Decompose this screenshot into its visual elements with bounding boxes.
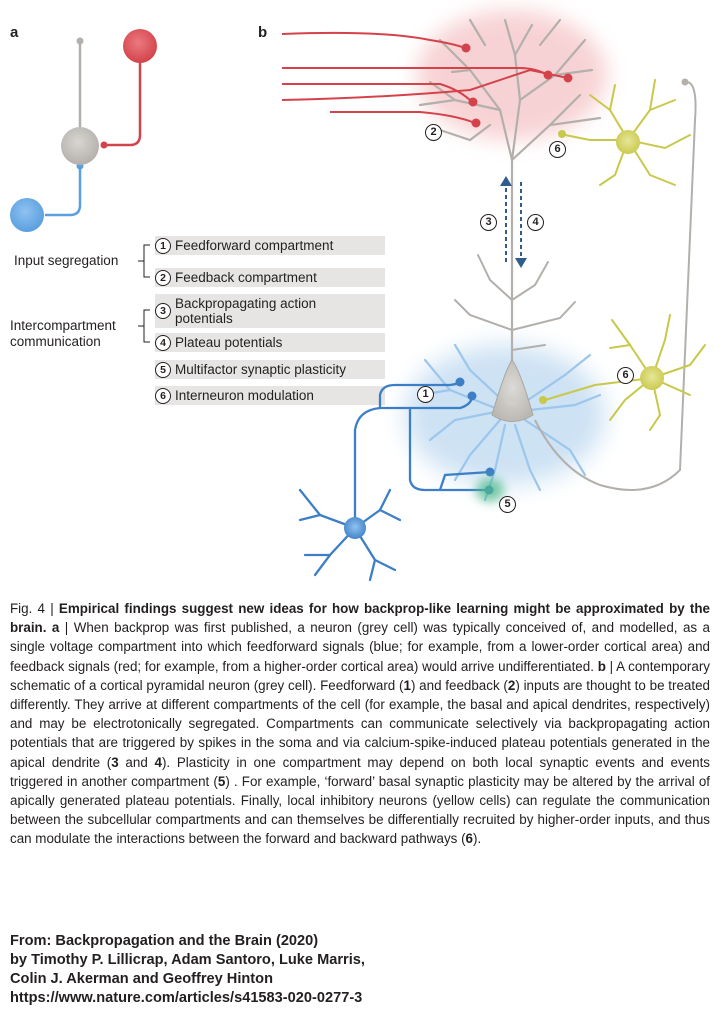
axon-tip [682,79,689,86]
panel-label-a: a [10,24,19,41]
caption-panel-b-label: b [597,658,606,674]
legend-number: 3 [155,303,171,319]
caption-ref-5: 5 [217,773,226,789]
caption-ref-6: 6 [465,831,473,847]
caption-panel-a-text: | When backprop was first published, a neuron (grey cell) was typically conceived of, and modelled, as a single voltage compartment into which feedforward signals (blue; for example, from a lower-order cortical area) and feedback signals (red; for example, from a higher-order cortical area) would arrive undifferentiated. [10,620,710,674]
marker-5: 5 [499,496,516,513]
source-citation [10,932,710,1008]
marker-4: 4 [527,214,544,231]
feedforward-neuron-soma [344,517,366,539]
legend-number: 1 [155,238,171,254]
caption-fig-label: Fig. 4 | [10,601,59,616]
caption-text: and [118,754,155,770]
legend-item-label-line1: Backpropagating action [175,296,317,311]
caption-ref-3: 3 [111,754,119,770]
caption-ref-4: 4 [154,754,162,770]
communication-arrows [506,182,521,262]
legend-item-label: Plateau potentials [175,335,283,350]
caption-panel-a-label: a [51,620,60,636]
legend-item-label-line2: potentials [175,311,233,326]
legend-group-intercompartment: Intercompartment [10,318,116,333]
caption-text: ). Plasticity in one compartment may depend on both local synaptic events and events triggered in another compartment ( [10,754,710,789]
legend-number: 4 [155,335,171,351]
caption-ref-1: 1 [403,677,411,693]
soma-nucleus [506,398,518,406]
marker-3: 3 [480,214,497,231]
legend-item-label: Feedforward compartment [175,238,334,253]
marker-6-bottom: 6 [617,367,634,384]
interneuron-bottom-soma [640,366,664,390]
caption-text: ) inputs are thought to be treated differently. They arrive at different compartments of the cell (for example, the basal and apical dendrites, respectively) and may be electrotonically segregated. Compartments can communicate selectively via backpropagating action potentials that are triggered by spikes in the soma and via calcium-spike-induced plateau potentials generated in the apical dendrite ( [10,677,710,770]
caption-text: | A contemporary schematic of a cortical pyramidal neuron (grey cell). Feedforward ( [10,658,710,693]
interneuron-bottom-synapse [539,396,547,404]
caption-ref-2: 2 [507,677,516,693]
source-line-authors-1: by Timothy P. Lillicrap, Adam Santoro, Luke Marris, [10,952,365,968]
caption-text: ) and feedback ( [410,677,508,693]
legend-item-label: Feedback compartment [175,270,317,285]
legend-number: 6 [155,388,171,404]
legend-item-label: Interneuron modulation [175,388,314,403]
caption-text: ) . For example, ‘forward’ basal synaptic plasticity may be altered by the arrival of apically generated plateau potentials. Finally, local inhibitory neurons (yellow cells) can regulate the communication between the subcellular compartments and can themselves be differentially recruited by higher-order inputs, and thus can modulate the interactions between the forward and backward pathways ( [10,773,710,847]
figure-caption [10,599,710,849]
marker-6-top: 6 [549,141,566,158]
legend-group-input-segregation: Input segregation [14,253,119,268]
marker-1: 1 [417,386,434,403]
legend-item-label: Multifactor synaptic plasticity [175,362,347,377]
caption-title: Empirical findings suggest new ideas for how backprop-like learning might be approximated by the brain. [10,601,710,636]
source-line-title: From: Backpropagation and the Brain (2020) [10,933,319,949]
interneuron-top-synapse [558,130,566,138]
caption-text: ). [473,831,482,847]
marker-2: 2 [425,124,442,141]
panel-label-b: b [258,24,268,41]
backprop-arrowhead [500,176,512,186]
interneuron-top-soma [616,130,640,154]
legend-number: 2 [155,270,171,286]
legend-group-communication: communication [10,334,101,349]
source-line-authors-2: Colin J. Akerman and Geoffrey Hinton [10,971,273,987]
oblique-dendrites [455,255,575,350]
source-url-link[interactable]: https://www.nature.com/articles/s41583-020-0277-3 [10,990,363,1006]
plateau-arrowhead [515,258,527,268]
legend-number: 5 [155,362,171,378]
